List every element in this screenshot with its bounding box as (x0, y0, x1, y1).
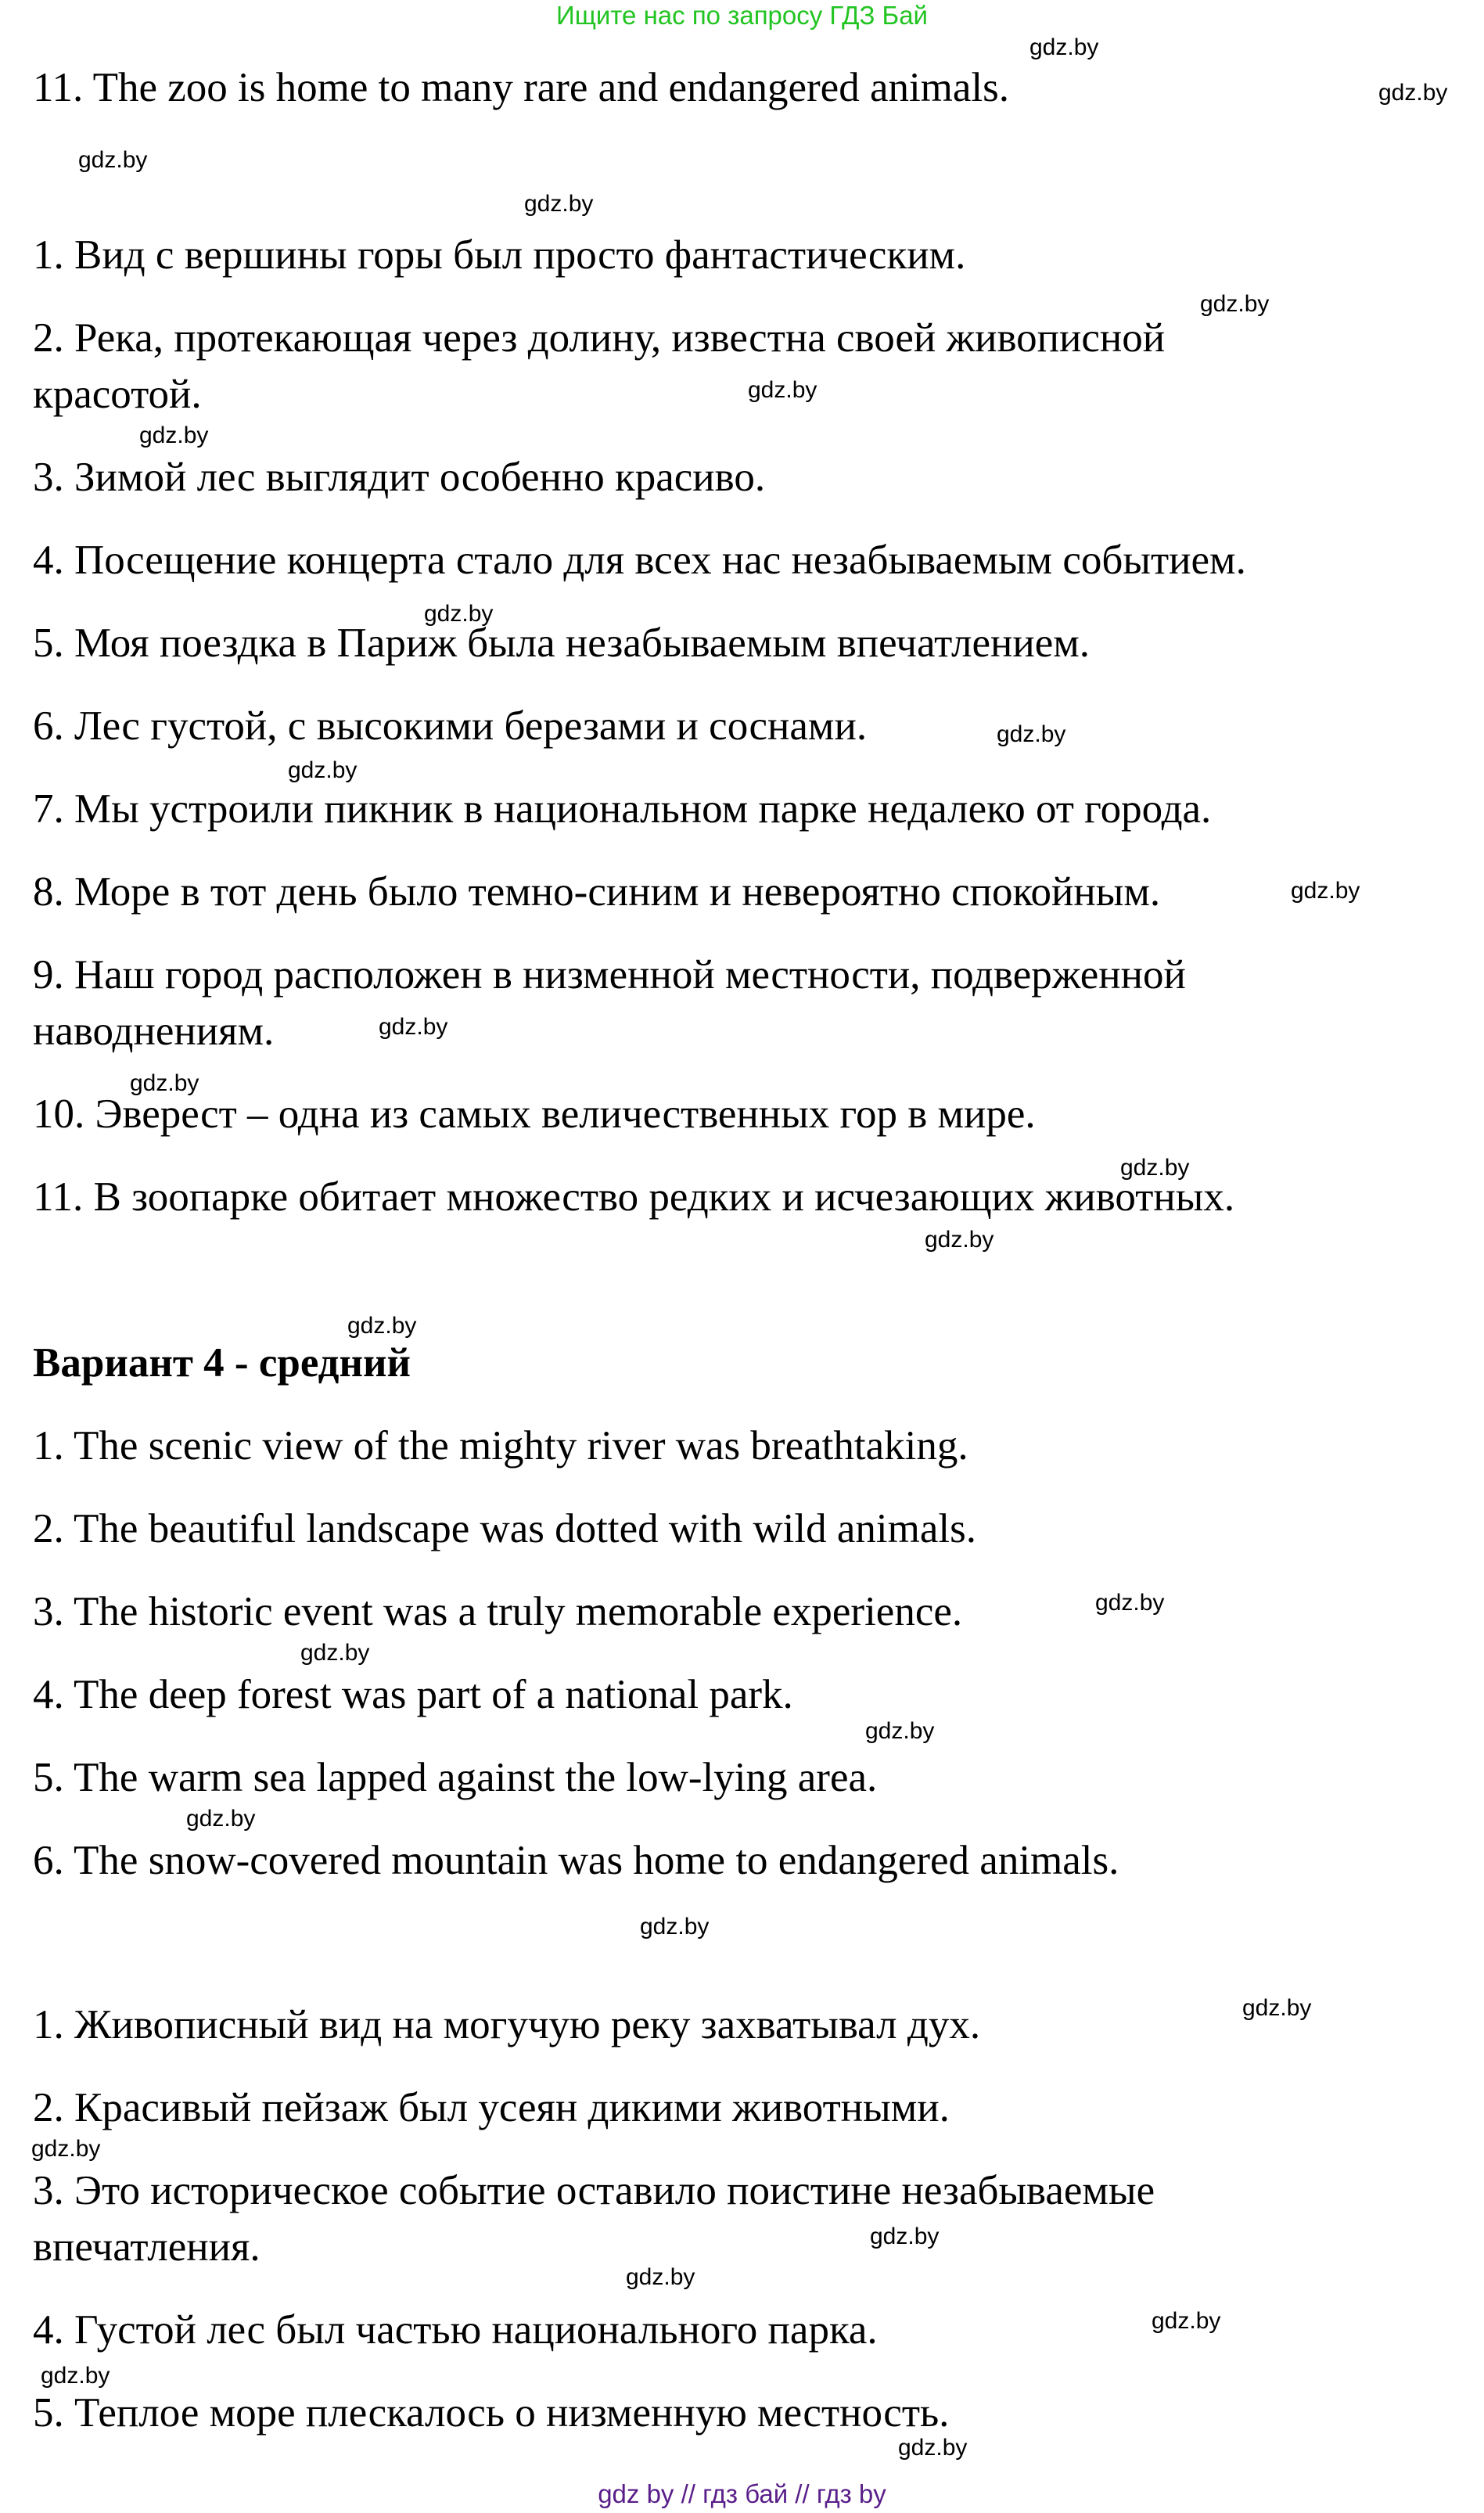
watermark: gdz.by (1120, 1155, 1190, 1181)
watermark: gdz.by (186, 1806, 256, 1832)
text-line: 5. The warm sea lapped against the low-lying area. (33, 1755, 878, 1800)
text-line: 6. Лес густой, с высокими березами и соснами. (33, 703, 868, 749)
watermark: gdz.by (379, 1014, 448, 1040)
text-line: 6. The snow-covered mountain was home to endangered animals. (33, 1838, 1119, 1883)
watermark: gdz.by (347, 1313, 417, 1339)
watermark: gdz.by (1095, 1590, 1165, 1616)
watermark: gdz.by (626, 2264, 695, 2290)
watermark: gdz.by (424, 601, 494, 627)
text-line: 2. Река, протекающая через долину, известна своей живописной (33, 315, 1166, 361)
text-line: 5. Теплое море плескалось о низменную местность. (33, 2390, 950, 2436)
watermark: gdz.by (288, 757, 358, 783)
text-line: 5. Моя поездка в Париж была незабываемым впечатлением. (33, 620, 1091, 666)
section-heading: Вариант 4 - средний (33, 1340, 411, 1386)
watermark: gdz.by (748, 377, 817, 403)
search-banner[interactable]: Ищите нас по запросу ГДЗ Бай (556, 1, 928, 30)
text-line: 2. The beautiful landscape was dotted with wild animals. (33, 1506, 976, 1551)
watermark: gdz.by (1378, 80, 1448, 106)
text-line: 4. Посещение концерта стало для всех нас незабываемым событием. (33, 537, 1246, 583)
text-line: впечатления. (33, 2224, 261, 2270)
watermark: gdz.by (925, 1227, 994, 1253)
watermark: gdz.by (1291, 878, 1360, 904)
watermark: gdz.by (130, 1070, 199, 1096)
watermark: gdz.by (31, 2136, 101, 2162)
watermark: gdz.by (640, 1914, 710, 1940)
text-line: 1. The scenic view of the mighty river was breathtaking. (33, 1423, 968, 1469)
text-line: 3. Это историческое событие оставило поистине незабываемые (33, 2168, 1155, 2213)
watermark: gdz.by (524, 191, 594, 217)
text-line: 3. Зимой лес выглядит особенно красиво. (33, 455, 766, 500)
watermark: gdz.by (1152, 2308, 1221, 2334)
watermark: gdz.by (865, 1718, 935, 1744)
text-line: 8. Море в тот день было темно-синим и невероятно спокойным. (33, 869, 1161, 915)
watermark: gdz.by (1242, 1995, 1312, 2021)
text-line: 4. The deep forest was part of a national park. (33, 1672, 793, 1717)
text-line: 10. Эверест – одна из самых величественных гор в мире. (33, 1091, 1036, 1137)
watermark: gdz.by (997, 721, 1066, 747)
text-line: 1. Живописный вид на могучую реку захватывал дух. (33, 2002, 981, 2047)
watermark: gdz.by (139, 422, 209, 448)
watermark: gdz.by (300, 1640, 370, 1666)
text-line: 3. The historic event was a truly memorable experience. (33, 1589, 963, 1634)
watermark: gdz.by (1029, 34, 1099, 60)
text-line: 2. Красивый пейзаж был усеян дикими животными. (33, 2085, 950, 2130)
text-line: 9. Наш город расположен в низменной местности, подверженной (33, 952, 1186, 998)
text-line: наводнениям. (33, 1008, 275, 1054)
text-line: 7. Мы устроили пикник в национальном парке недалеко от города. (33, 786, 1212, 832)
watermark: gdz.by (41, 2363, 110, 2389)
text-line: 11. В зоопарке обитает множество редких и исчезающих животных. (33, 1174, 1235, 1220)
footer-links[interactable]: gdz by // гдз бай // гдз by (598, 2479, 886, 2508)
watermark: gdz.by (870, 2224, 940, 2249)
watermark: gdz.by (78, 147, 148, 173)
watermark: gdz.by (898, 2435, 968, 2461)
text-line: красотой. (33, 372, 202, 417)
watermark: gdz.by (1200, 291, 1270, 317)
text-line: 4. Густой лес был частью национального парка. (33, 2307, 878, 2353)
text-line: 1. Вид с вершины горы был просто фантастическим. (33, 232, 966, 278)
text-line: 11. The zoo is home to many rare and endangered animals. (33, 65, 1010, 110)
